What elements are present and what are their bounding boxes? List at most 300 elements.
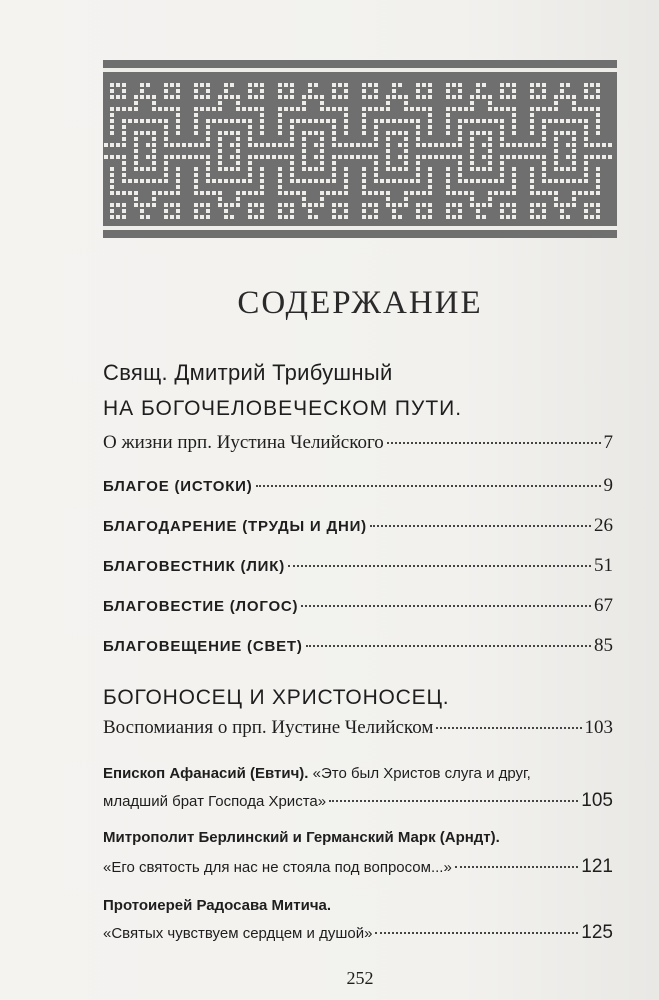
- ornament-stitch: [416, 125, 420, 129]
- ornament-stitch: [572, 137, 576, 141]
- ornament-stitch: [398, 155, 402, 159]
- ornament-stitch: [260, 131, 264, 135]
- ornament-stitch: [482, 203, 486, 207]
- ornament-stitch: [146, 131, 150, 135]
- ornament-stitch: [416, 143, 420, 147]
- ornament-stitch: [134, 149, 138, 153]
- ornament-stitch: [194, 167, 198, 171]
- ornament-stitch: [236, 191, 240, 195]
- toc-entry[interactable]: [103, 475, 613, 497]
- ornament-stitch: [398, 203, 402, 207]
- ornament-stitch: [350, 155, 354, 159]
- ornament-stitch: [530, 119, 534, 123]
- ornament-stitch: [206, 161, 210, 165]
- ornament-stitch: [488, 179, 492, 183]
- ornament-stitch: [218, 191, 222, 195]
- toc-entry-page: 26: [594, 515, 613, 536]
- ornament-stitch: [596, 131, 600, 135]
- ornament-stitch: [194, 107, 198, 111]
- ornament-stitch: [248, 179, 252, 183]
- ornament-stitch: [164, 191, 168, 195]
- toc-entry[interactable]: [103, 635, 613, 657]
- toc-entry[interactable]: [103, 856, 613, 878]
- ornament-stitch: [536, 95, 540, 99]
- ornament-stitch: [596, 107, 600, 111]
- ornament-stitch: [206, 107, 210, 111]
- toc-entry[interactable]: [103, 555, 613, 577]
- ornament-stitch: [206, 209, 210, 213]
- ornament-stitch: [560, 89, 564, 93]
- ornament-stitch: [536, 191, 540, 195]
- ornament-stitch: [488, 203, 492, 207]
- ornament-stitch: [152, 149, 156, 153]
- ornament-stitch: [500, 95, 504, 99]
- ornament-stitch: [320, 197, 324, 201]
- ornament-stitch: [332, 155, 336, 159]
- ornament-stitch: [374, 119, 378, 123]
- ornament-stitch: [500, 125, 504, 129]
- ornament-stitch: [152, 101, 156, 105]
- toc-entry[interactable]: [103, 595, 613, 617]
- ornament-stitch: [344, 173, 348, 177]
- ornament-stitch: [230, 155, 234, 159]
- ornament-stitch: [344, 179, 348, 183]
- ornament-stitch: [248, 89, 252, 93]
- ornament-stitch: [248, 131, 252, 135]
- ornament-stitch: [476, 89, 480, 93]
- ornament-stitch: [140, 209, 144, 213]
- toc-entry[interactable]: [103, 432, 613, 454]
- ornament-stitch: [122, 107, 126, 111]
- ornament-stitch: [446, 131, 450, 135]
- ornament-stitch: [332, 89, 336, 93]
- toc-entry-page: 7: [603, 432, 613, 453]
- ornament-stitch: [320, 167, 324, 171]
- ornament-stitch: [308, 203, 312, 207]
- ornament-stitch: [572, 197, 576, 201]
- ornament-stitch: [158, 191, 162, 195]
- ornament-stitch: [110, 167, 114, 171]
- ornament-stitch: [404, 203, 408, 207]
- leader-dots: [301, 605, 591, 607]
- ornament-stitch: [332, 203, 336, 207]
- ornament-stitch: [446, 191, 450, 195]
- ornament-stitch: [386, 143, 390, 147]
- ornament-stitch: [308, 131, 312, 135]
- ornament-stitch: [164, 137, 168, 141]
- ornament-stitch: [572, 179, 576, 183]
- ornament-stitch: [530, 179, 534, 183]
- ornament-stitch: [224, 119, 228, 123]
- ornament-stitch: [386, 137, 390, 141]
- ornament-stitch: [584, 107, 588, 111]
- ornament-stitch: [374, 131, 378, 135]
- ornament-stitch: [536, 215, 540, 219]
- ornament-stitch: [584, 203, 588, 207]
- ornament-stitch: [332, 173, 336, 177]
- ornament-stitch: [596, 203, 600, 207]
- ornament-stitch: [488, 95, 492, 99]
- ornament-stitch: [302, 179, 306, 183]
- ornament-stitch: [530, 203, 534, 207]
- ornament-stitch: [254, 215, 258, 219]
- ornament-stitch: [332, 143, 336, 147]
- ornament-stitch: [164, 125, 168, 129]
- ornament-stitch: [392, 179, 396, 183]
- ornament-stitch: [512, 95, 516, 99]
- ornament-stitch: [116, 191, 120, 195]
- ornament-stitch: [230, 179, 234, 183]
- ornament-stitch: [164, 161, 168, 165]
- ornament-stitch: [542, 215, 546, 219]
- toc-entry[interactable]: [103, 515, 613, 537]
- ornament-stitch: [428, 173, 432, 177]
- ornament-stitch: [464, 191, 468, 195]
- ornament-stitch: [110, 155, 114, 159]
- ornament-stitch: [110, 209, 114, 213]
- ornament-stitch: [404, 119, 408, 123]
- toc-entry[interactable]: [103, 922, 613, 944]
- ornament-stitch: [332, 191, 336, 195]
- ornament-stitch: [362, 119, 366, 123]
- ornament-stitch: [290, 209, 294, 213]
- ornament-stitch: [374, 155, 378, 159]
- ornament-stitch: [152, 107, 156, 111]
- toc-entry-page: 9: [603, 475, 613, 496]
- ornament-stitch: [344, 203, 348, 207]
- ornament-stitch: [428, 89, 432, 93]
- ornament-stitch: [308, 95, 312, 99]
- ornament-stitch: [140, 89, 144, 93]
- ornament-stitch: [236, 161, 240, 165]
- ornament-stitch: [254, 203, 258, 207]
- ornament-stitch: [542, 89, 546, 93]
- ornament-stitch: [428, 185, 432, 189]
- ornament-stitch: [530, 95, 534, 99]
- ornament-stitch: [284, 95, 288, 99]
- ornament-stitch: [110, 113, 114, 117]
- ornament-stitch: [500, 203, 504, 207]
- ornament-stitch: [458, 215, 462, 219]
- ornament-stitch: [104, 155, 108, 159]
- ornament-stitch: [572, 101, 576, 105]
- ornament-stitch: [476, 83, 480, 87]
- ornament-stitch: [428, 131, 432, 135]
- ornament-stitch: [470, 167, 474, 171]
- ornament-stitch: [200, 83, 204, 87]
- ornament-stitch: [530, 173, 534, 177]
- ornament-stitch: [206, 167, 210, 171]
- ornament-stitch: [542, 179, 546, 183]
- ornament-stitch: [260, 167, 264, 171]
- ornament-stitch: [482, 167, 486, 171]
- ornament-stitch: [422, 95, 426, 99]
- ornament-stitch: [344, 95, 348, 99]
- leader-dots: [306, 645, 591, 647]
- ornament-stitch: [512, 125, 516, 129]
- ornament-stitch: [260, 113, 264, 117]
- ornament-stitch: [392, 83, 396, 87]
- toc-entry-author[interactable]: Митрополит Берлинский и Германский Марк (Арндт).: [103, 829, 500, 846]
- ornament-stitch: [206, 155, 210, 159]
- ornament-stitch: [416, 203, 420, 207]
- ornament-stitch: [320, 137, 324, 141]
- ornament-stitch: [458, 203, 462, 207]
- ornament-stitch: [188, 143, 192, 147]
- toc-entry-label: БЛАГОЕ (ИСТОКИ): [103, 478, 253, 495]
- ornament-stitch: [278, 131, 282, 135]
- ornament-stitch: [458, 191, 462, 195]
- ornament-stitch: [122, 119, 126, 123]
- ornament-stitch: [386, 179, 390, 183]
- ornament-stitch: [338, 203, 342, 207]
- ornament-stitch: [392, 95, 396, 99]
- ornament-stitch: [218, 155, 222, 159]
- ornament-stitch: [572, 107, 576, 111]
- ornament-stitch: [374, 161, 378, 165]
- ornament-stitch: [566, 155, 570, 159]
- toc-entry[interactable]: [103, 717, 613, 739]
- ornament-stitch: [314, 143, 318, 147]
- ornament-stitch: [590, 83, 594, 87]
- ornament-stitch: [134, 137, 138, 141]
- ornament-stitch: [278, 209, 282, 213]
- ornament-stitch: [308, 179, 312, 183]
- ornament-stitch: [146, 119, 150, 123]
- ornament-stitch: [134, 107, 138, 111]
- ornament-stitch: [362, 113, 366, 117]
- ornament-stitch: [278, 191, 282, 195]
- ornament-stitch: [392, 89, 396, 93]
- ornament-stitch: [344, 155, 348, 159]
- ornament-stitch: [404, 167, 408, 171]
- ornament-stitch: [572, 143, 576, 147]
- leader-dots: [436, 727, 581, 729]
- ornament-stitch: [332, 209, 336, 213]
- ornament-stitch: [134, 191, 138, 195]
- ornament-stitch: [314, 167, 318, 171]
- ornament-stitch: [224, 203, 228, 207]
- ornament-stitch: [554, 179, 558, 183]
- ornament-stitch: [548, 119, 552, 123]
- ornament-stitch: [488, 155, 492, 159]
- toc-entry-label: БЛАГОВЕСТИЕ (ЛОГОС): [103, 598, 299, 615]
- ornament-stitch: [470, 161, 474, 165]
- ornament-stitch: [110, 119, 114, 123]
- ornament-stitch: [260, 203, 264, 207]
- ornament-stitch: [416, 155, 420, 159]
- ornament-stitch: [470, 197, 474, 201]
- ornament-stitch: [416, 215, 420, 219]
- ornament-stitch: [542, 137, 546, 141]
- ornament-stitch: [254, 155, 258, 159]
- ornament-stitch: [206, 89, 210, 93]
- ornament-stitch: [284, 83, 288, 87]
- ornament-stitch: [206, 131, 210, 135]
- ornament-stitch: [308, 215, 312, 219]
- ornament-stitch: [122, 155, 126, 159]
- ornament-stitch: [278, 89, 282, 93]
- ornament-stitch: [506, 107, 510, 111]
- toc-entry[interactable]: [103, 790, 613, 812]
- ornament-stitch: [218, 119, 222, 123]
- ornament-stitch: [176, 89, 180, 93]
- ornament-stitch: [260, 209, 264, 213]
- ornament-stitch: [260, 179, 264, 183]
- ornament-stitch: [110, 89, 114, 93]
- ornament-stitch: [296, 107, 300, 111]
- ornament-stitch: [452, 107, 456, 111]
- ornament-stitch: [476, 179, 480, 183]
- ornament-stitch: [344, 89, 348, 93]
- ornament-stitch: [374, 167, 378, 171]
- ornament-stitch: [488, 197, 492, 201]
- ornament-stitch: [458, 107, 462, 111]
- ornament-stitch: [290, 89, 294, 93]
- ornament-stitch: [362, 185, 366, 189]
- ornament-stitch: [176, 203, 180, 207]
- ornament-stitch: [440, 143, 444, 147]
- ornament-stitch: [260, 155, 264, 159]
- ornament-stitch: [152, 203, 156, 207]
- ornament-stitch: [428, 167, 432, 171]
- ornament-stitch: [368, 95, 372, 99]
- ornament-stitch: [404, 107, 408, 111]
- ornament-stitch: [446, 113, 450, 117]
- toc-entry-line1[interactable]: [103, 765, 531, 782]
- ornament-stitch: [224, 179, 228, 183]
- ornament-stitch: [290, 167, 294, 171]
- ornament-stitch: [542, 173, 546, 177]
- ornament-stitch: [584, 215, 588, 219]
- ornament-stitch: [362, 209, 366, 213]
- ornament-band: [103, 60, 617, 238]
- ornament-stitch: [386, 167, 390, 171]
- ornament-stitch: [536, 143, 540, 147]
- ornament-stitch: [428, 107, 432, 111]
- ornament-stitch: [512, 113, 516, 117]
- ornament-stitch: [242, 107, 246, 111]
- ornament-stitch: [560, 95, 564, 99]
- ornament-stitch: [572, 149, 576, 153]
- ornament-stitch: [374, 191, 378, 195]
- ornament-stitch: [194, 89, 198, 93]
- ornament-stitch: [446, 107, 450, 111]
- ornament-stitch: [152, 191, 156, 195]
- ornament-stitch: [146, 95, 150, 99]
- ornament-stitch: [260, 143, 264, 147]
- ornament-stitch: [542, 209, 546, 213]
- ornament-stitch: [380, 191, 384, 195]
- ornament-stitch: [584, 119, 588, 123]
- ornament-stitch: [572, 203, 576, 207]
- ornament-stitch: [422, 203, 426, 207]
- ornament-stitch: [122, 161, 126, 165]
- ornament-stitch: [542, 161, 546, 165]
- ornament-stitch: [536, 83, 540, 87]
- ornament-stitch: [122, 125, 126, 129]
- ornament-stitch: [332, 107, 336, 111]
- ornament-stitch: [284, 191, 288, 195]
- ornament-stitch: [554, 149, 558, 153]
- ornament-stitch: [194, 185, 198, 189]
- ornament-stitch: [122, 137, 126, 141]
- ornament-stitch: [542, 107, 546, 111]
- ornament-stitch: [392, 203, 396, 207]
- ornament-stitch: [320, 179, 324, 183]
- ornament-stitch: [416, 95, 420, 99]
- ornament-stitch: [164, 179, 168, 183]
- ornament-stitch: [134, 131, 138, 135]
- ornament-stitch: [386, 101, 390, 105]
- ornament-stitch: [110, 107, 114, 111]
- ornament-stitch: [386, 131, 390, 135]
- ornament-stitch: [572, 95, 576, 99]
- page-number: 252: [346, 968, 374, 988]
- ornament-stitch: [416, 191, 420, 195]
- ornament-stitch: [200, 215, 204, 219]
- leader-dots: [329, 800, 578, 802]
- ornament-stitch: [164, 209, 168, 213]
- toc-entry-label: О жизни прп. Иустина Челийского: [103, 432, 384, 453]
- ornament-stitch: [362, 173, 366, 177]
- ornament-stitch: [596, 95, 600, 99]
- ornament-stitch: [470, 107, 474, 111]
- ornament-stitch: [482, 95, 486, 99]
- ornament-stitch: [566, 179, 570, 183]
- ornament-stitch: [134, 101, 138, 105]
- ornament-stitch: [176, 83, 180, 87]
- leader-dots: [288, 565, 591, 567]
- ornament-stitch: [362, 215, 366, 219]
- ornament-stitch: [584, 167, 588, 171]
- ornament-stitch: [500, 161, 504, 165]
- ornament-stitch: [134, 179, 138, 183]
- ornament-stitch: [530, 89, 534, 93]
- ornament-stitch: [428, 119, 432, 123]
- ornament-stitch: [584, 155, 588, 159]
- ornament-stitch: [314, 119, 318, 123]
- ornament-stitch: [332, 137, 336, 141]
- ornament-stitch: [500, 179, 504, 183]
- ornament-stitch: [242, 119, 246, 123]
- ornament-stitch: [152, 179, 156, 183]
- ornament-stitch: [428, 191, 432, 195]
- ornament-stitch: [290, 191, 294, 195]
- toc-entry-author[interactable]: Протоиерей Радосава Митича.: [103, 897, 332, 914]
- ornament-stitch: [584, 209, 588, 213]
- ornament-stitch: [158, 107, 162, 111]
- ornament-stitch: [362, 203, 366, 207]
- part1-author: Свящ. Дмитрий Трибушный: [103, 360, 393, 385]
- ornament-stitch: [494, 191, 498, 195]
- ornament-stitch: [446, 215, 450, 219]
- ornament-stitch: [554, 95, 558, 99]
- ornament-stitch: [110, 173, 114, 177]
- ornament-stitch: [470, 149, 474, 153]
- ornament-stitch: [536, 203, 540, 207]
- ornament-stitch: [338, 155, 342, 159]
- ornament-stitch: [260, 173, 264, 177]
- ornament-stitch: [146, 203, 150, 207]
- ornament-stitch: [164, 143, 168, 147]
- ornament-stitch: [470, 155, 474, 159]
- ornament-stitch: [242, 191, 246, 195]
- ornament-stitch: [344, 167, 348, 171]
- ornament-stitch: [530, 155, 534, 159]
- ornament-stitch: [494, 107, 498, 111]
- ornament-stitch: [404, 161, 408, 165]
